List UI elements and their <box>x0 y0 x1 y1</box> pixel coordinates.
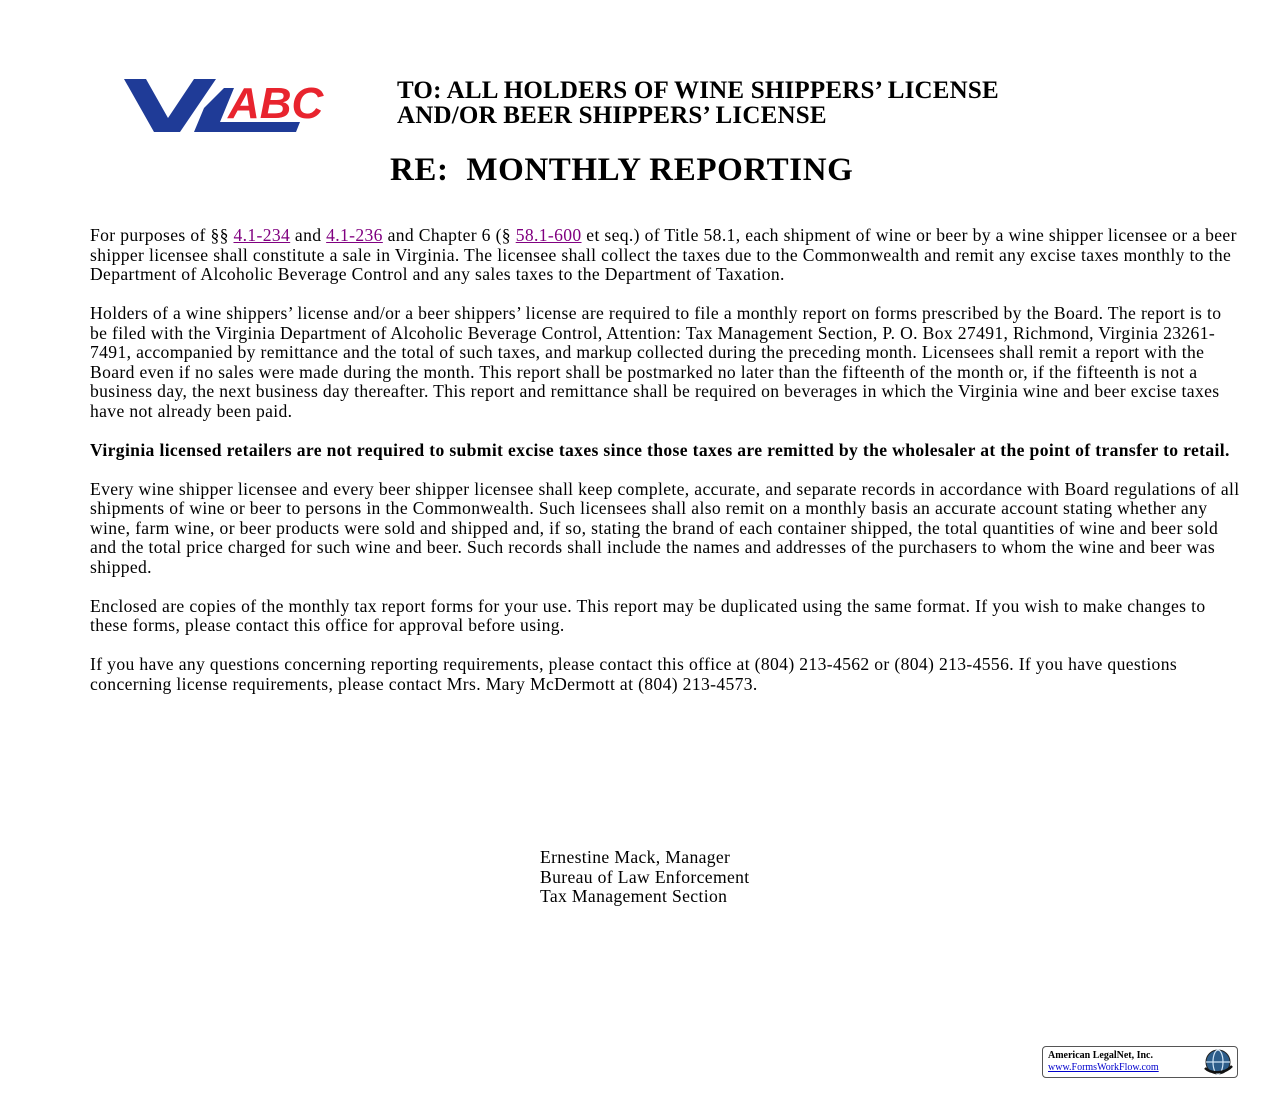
addressee-block <box>397 78 999 128</box>
badge-company: American LegalNet, Inc. <box>1048 1050 1153 1061</box>
p1-text-b: and <box>290 225 327 245</box>
statute-link-58-1-600[interactable]: 58.1-600 <box>515 225 582 245</box>
paragraph-enclosed-forms: Enclosed are copies of the monthly tax report forms for your use. This report may be duplicated using the same format. If you wish to make changes to these forms, please contact this office for approval before using. <box>90 595 1206 635</box>
signature-section: Tax Management Section <box>540 886 728 906</box>
legalnet-badge[interactable] <box>1042 1046 1238 1078</box>
paragraph-filing-requirements: Holders of a wine shippers’ license and/or a beer shippers’ license are required to file a monthly report on forms prescribed by the Board. The report is to be filed with the Virginia Department of Alcoholic Beverage Control, Attention: Tax Management Section, P. O. Box 27491, Richmond, Virginia 23261-7491, accompanied by remittance and the total of such taxes, and markup collected during the preceding month. Licensees shall remit a report with the Board even if no sales were made during the month. This report shall be postmarked no later than the fifteenth of the month or, if the fifteenth is not a business day, the next business day thereafter. This report and remittance shall be required on beverages in which the Virginia wine and beer excise taxes have not already been paid. <box>90 303 1222 421</box>
signature-block <box>540 848 750 907</box>
globe-icon <box>1201 1048 1235 1076</box>
badge-url-link[interactable]: www.FormsWorkFlow.com <box>1048 1062 1159 1073</box>
paragraph-retailer-note: Virginia licensed retailers are not required to submit excise taxes since those taxes are remitted by the wholesaler at the point of transfer to retail. <box>90 439 1230 460</box>
paragraph-contact: If you have any questions concerning reporting requirements, please contact this office at (804) 213-4562 or (804) 213-4556. If you have questions concerning license requirements, please contact Mrs. Mary McDermott at (804) 213-4573. <box>90 654 1178 694</box>
logo-abc-text: ABC <box>228 79 324 128</box>
addressee-line-1: TO: ALL HOLDERS OF WINE SHIPPERS’ LICENSE <box>397 77 999 104</box>
p1-text-d: et seq.) of Title 58.1, each shipment of wine or beer by a wine shipper licensee or a beer shipper licensee shall constitute a sale in Virginia. The licensee shall collect the taxes due to the Commonwealth and remit any excise taxes monthly to the Department of Alcoholic Beverage Control and any sales taxes to the Department of Taxation. <box>90 225 1237 284</box>
paragraph-recordkeeping: Every wine shipper licensee and every beer shipper licensee shall keep complete, accurate, and separate records in accordance with Board regulations of all shipments of wine or beer to persons in the Commonwealth. Such licensees shall also remit on a monthly basis an accurate account stating whether any wine, farm wine, or beer products were sold and shipped and, if so, stating the brand of each container shipped, the total quantities of wine and beer sold and the total price charged for such wine and beer. Such records shall include the names and addresses of the purchasers to whom the wine and beer was shipped. <box>90 478 1240 577</box>
p1-text-a: For purposes of §§ <box>90 225 234 245</box>
p1-text-c: and Chapter 6 (§ <box>382 225 516 245</box>
paragraph-purposes <box>90 226 1240 285</box>
va-abc-logo-graphic <box>124 76 374 134</box>
va-abc-logo <box>124 76 374 134</box>
letter-body <box>90 226 1240 714</box>
statute-link-4-1-234[interactable]: 4.1-234 <box>233 225 291 245</box>
addressee-line-2: AND/OR BEER SHIPPERS’ LICENSE <box>397 102 827 129</box>
signature-name: Ernestine Mack, Manager <box>540 847 731 867</box>
subject-heading: RE: MONTHLY REPORTING <box>390 152 854 188</box>
statute-link-4-1-236[interactable]: 4.1-236 <box>326 225 383 245</box>
signature-bureau: Bureau of Law Enforcement <box>540 866 750 887</box>
